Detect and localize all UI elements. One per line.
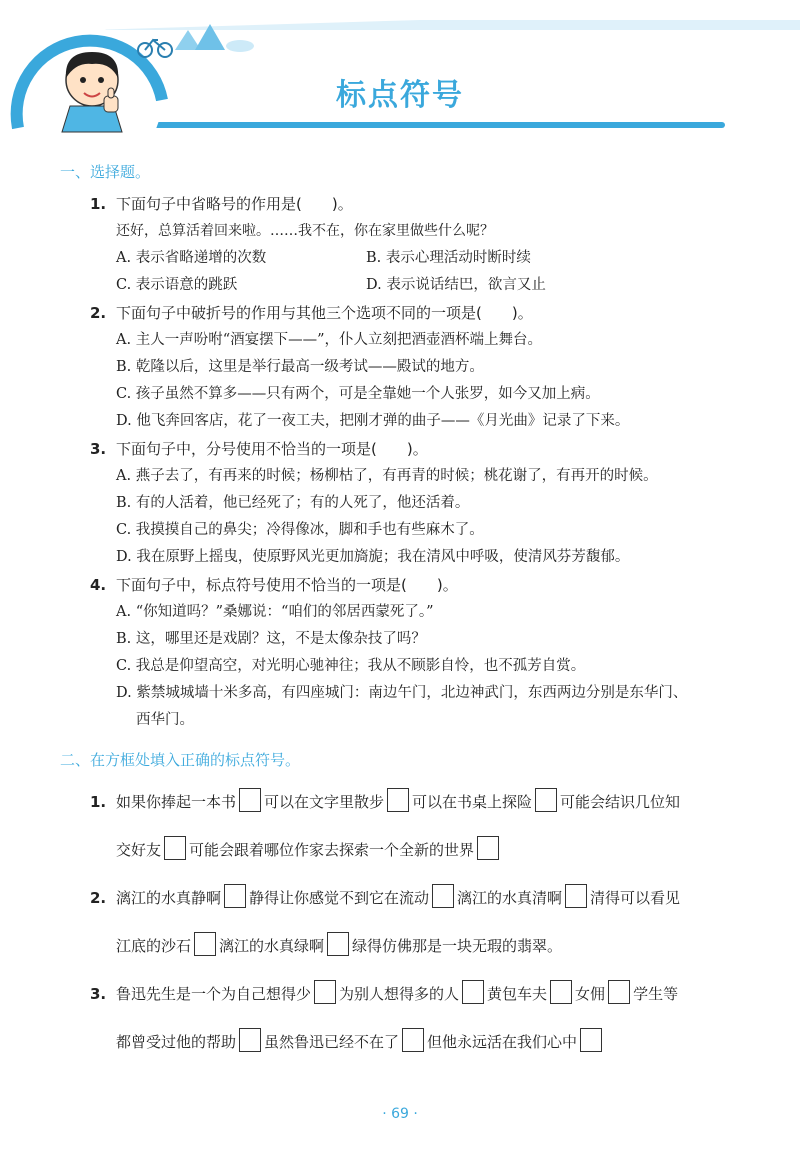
option-d[interactable]: D. 表示说话结巴，欲言又止: [366, 277, 546, 293]
page-header: [0, 0, 800, 150]
option-a[interactable]: A. 燕子去了，有再来的时候；杨柳枯了，有再青的时候；桃花谢了，有再开的时候。: [116, 468, 658, 484]
worksheet-content: [60, 160, 760, 1066]
sentence-fragment: 清得可以看见: [590, 889, 681, 907]
sentence-fragment: 绿得仿佛那是一块无瑕的翡翠。: [352, 937, 563, 955]
question-number: 3.: [90, 440, 107, 458]
page-title: 标点符号: [336, 78, 464, 113]
section-heading: 二、在方框处填入正确的标点符号。: [60, 751, 301, 769]
option-d[interactable]: D. 我在原野上摇曳，使原野风光更加旖旎；我在清风中呼吸，使清风芬芳馥郁。: [116, 549, 630, 565]
sentence-fragment: 可以在文字里散步: [264, 793, 385, 811]
answer-box[interactable]: [565, 884, 587, 908]
answer-box[interactable]: [314, 980, 336, 1004]
answer-box[interactable]: [224, 884, 246, 908]
option-c[interactable]: C. 表示语意的跳跃: [116, 277, 238, 293]
option-d-continued: 西华门。: [136, 712, 194, 728]
sentence-fragment: 女佣: [575, 985, 606, 1003]
question-number: 2.: [90, 889, 107, 907]
option-d[interactable]: D. 他飞奔回客店，花了一夜工夫，把刚才弹的曲子——《月光曲》记录了下来。: [116, 413, 630, 429]
question-stem: 下面句子中省略号的作用是( )。: [116, 195, 353, 213]
answer-box[interactable]: [432, 884, 454, 908]
answer-box[interactable]: [462, 980, 484, 1004]
sentence-fragment: 如果你捧起一本书: [116, 793, 237, 811]
option-d[interactable]: D. 紫禁城城墙十米多高，有四座城门：南边午门，北边神武门，东西两边分别是东华门、: [116, 685, 688, 701]
question-1: [90, 190, 760, 218]
question-quote: 还好，总算活着回来啦。……我不在，你在家里做些什么呢？: [116, 223, 494, 239]
option-c[interactable]: C. 孩子虽然不算多——只有两个，可是全靠她一个人张罗，如今又加上病。: [116, 386, 600, 402]
option-b[interactable]: B. 有的人活着，他已经死了；有的人死了，他还活着。: [116, 495, 470, 511]
question-number: 4.: [90, 576, 107, 594]
question-number: 1.: [90, 793, 107, 811]
sentence-fragment: 都曾受过他的帮助: [116, 1033, 237, 1051]
question-stem: 下面句子中破折号的作用与其他三个选项不同的一项是( )。: [116, 304, 533, 322]
page-number: · 69 ·: [382, 1106, 418, 1122]
sentence-fragment: 为别人想得多的人: [339, 985, 460, 1003]
answer-box[interactable]: [477, 836, 499, 860]
option-row: [116, 245, 760, 272]
question-number: 1.: [90, 195, 107, 213]
answer-box[interactable]: [550, 980, 572, 1004]
option-row: [116, 272, 760, 299]
question-4: [90, 571, 760, 599]
answer-box[interactable]: [239, 1028, 261, 1052]
option-c[interactable]: C. 我总是仰望高空，对光明心驰神往；我从不顾影自怜，也不孤芳自赏。: [116, 658, 586, 674]
option-a[interactable]: A. “你知道吗？”桑娜说：“咱们的邻居西蒙死了。”: [116, 604, 434, 620]
answer-box[interactable]: [327, 932, 349, 956]
fill-question-2: [90, 874, 760, 970]
answer-box[interactable]: [402, 1028, 424, 1052]
answer-box[interactable]: [580, 1028, 602, 1052]
question-3: [90, 435, 760, 463]
option-b[interactable]: B. 这，哪里还是戏剧？这，不是太像杂技了吗？: [116, 631, 426, 647]
option-a[interactable]: A. 主人一声吩咐“酒宴摆下——”，仆人立刻把酒壶酒杯端上舞台。: [116, 332, 543, 348]
answer-box[interactable]: [164, 836, 186, 860]
question-number: 3.: [90, 985, 107, 1003]
question-2: [90, 299, 760, 327]
sentence-fragment: 漓江的水真静啊: [116, 889, 222, 907]
option-a[interactable]: A. 表示省略递增的次数: [116, 250, 267, 266]
option-c[interactable]: C. 我摸摸自己的鼻尖；冷得像冰，脚和手也有些麻木了。: [116, 522, 484, 538]
answer-box[interactable]: [194, 932, 216, 956]
sentence-fragment: 漓江的水真绿啊: [219, 937, 325, 955]
fill-question-1: [90, 778, 760, 874]
section-heading: 一、选择题。: [60, 163, 151, 181]
question-stem: 下面句子中，标点符号使用不恰当的一项是( )。: [116, 576, 458, 594]
question-number: 2.: [90, 304, 107, 322]
answer-box[interactable]: [608, 980, 630, 1004]
sentence-fragment: 可以在书桌上探险: [412, 793, 533, 811]
sentence-fragment: 可能会结识几位知: [560, 793, 681, 811]
boy-thumbs-up-icon: [62, 52, 122, 132]
question-stem: 下面句子中，分号使用不恰当的一项是( )。: [116, 440, 428, 458]
sentence-fragment: 漓江的水真清啊: [457, 889, 563, 907]
answer-box[interactable]: [387, 788, 409, 812]
sentence-fragment: 黄包车夫: [487, 985, 548, 1003]
option-b[interactable]: B. 表示心理活动时断时续: [366, 250, 531, 266]
option-b[interactable]: B. 乾隆以后，这里是举行最高一级考试——殿试的地方。: [116, 359, 484, 375]
answer-box[interactable]: [239, 788, 261, 812]
sentence-fragment: 但他永远活在我们心中: [427, 1033, 578, 1051]
sentence-fragment: 静得让你感觉不到它在流动: [249, 889, 430, 907]
sentence-fragment: 交好友: [116, 841, 162, 859]
sentence-fragment: 学生等: [633, 985, 679, 1003]
answer-box[interactable]: [535, 788, 557, 812]
sentence-fragment: 可能会跟着哪位作家去探索一个全新的世界: [189, 841, 475, 859]
sentence-fragment: 虽然鲁迅已经不在了: [264, 1033, 400, 1051]
sentence-fragment: 鲁迅先生是一个为自己想得少: [116, 985, 312, 1003]
sentence-fragment: 江底的沙石: [116, 937, 192, 955]
fill-question-3: [90, 970, 760, 1066]
